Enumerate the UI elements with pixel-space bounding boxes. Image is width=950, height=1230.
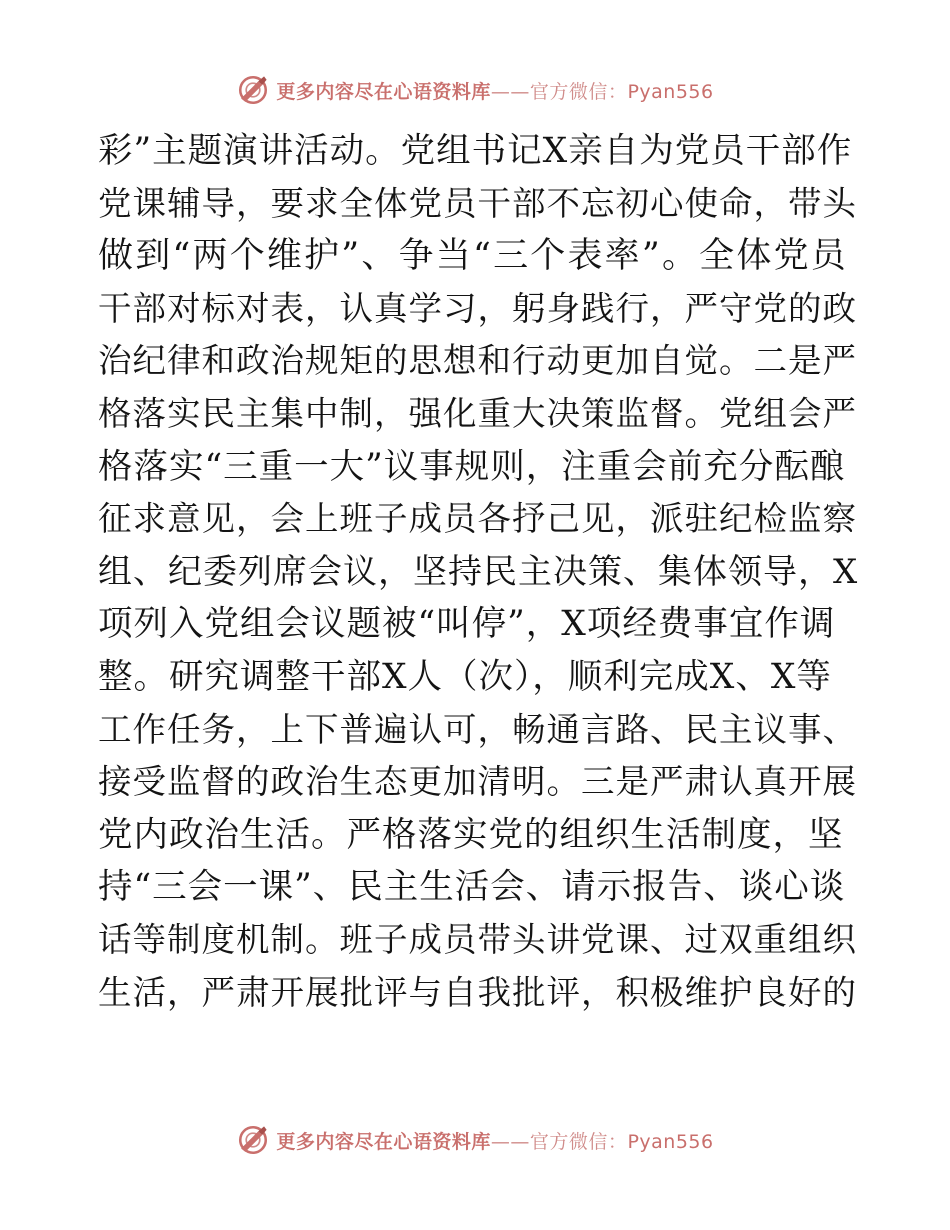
document-body bbox=[98, 125, 858, 1019]
watermark-wechat-label: 官方微信： bbox=[529, 80, 628, 103]
watermark-text bbox=[276, 77, 713, 104]
watermark-dash: —— bbox=[490, 1130, 530, 1153]
body-line: 党课辅导，要求全体党员干部不忘初心使命，带头 bbox=[98, 183, 857, 223]
watermark-wechat-label: 官方微信： bbox=[529, 1130, 628, 1153]
body-line: 彩”主题演讲活动。党组书记X亲自为党员干部作 bbox=[98, 131, 853, 171]
header-watermark-banner bbox=[0, 70, 950, 110]
body-line: 整。研究调整干部X人（次），顺利完成X、X等 bbox=[98, 656, 832, 697]
body-line: 项列入党组会议题被“叫停”，X项经费事宜作调 bbox=[98, 604, 836, 645]
brand-logo-icon bbox=[236, 1123, 270, 1157]
watermark-wechat-id: Pyan556 bbox=[627, 1130, 714, 1153]
body-line: 工作任务，上下普遍认可，畅通言路、民主议事、 bbox=[98, 709, 857, 749]
footer-watermark-banner bbox=[0, 1120, 950, 1160]
body-line: 接受监督的政治生态更加清明。三是严肃认真开展 bbox=[98, 762, 857, 802]
body-line: 干部对标对表，认真学习，躬身践行，严守党的政 bbox=[98, 288, 857, 328]
body-line: 格落实“三重一大”议事规则，注重会前充分酝酿 bbox=[98, 446, 846, 487]
body-line: 话等制度机制。班子成员带头讲党课、过双重组织 bbox=[98, 919, 857, 959]
body-line: 做到“两个维护”、争当“三个表率”。全体党员 bbox=[98, 236, 848, 277]
body-line: 格落实民主集中制，强化重大决策监督。党组会严 bbox=[98, 393, 857, 433]
body-line: 组、纪委列席会议，坚持民主决策、集体领导，X bbox=[98, 551, 859, 592]
watermark-site-name: 更多内容尽在心语资料库 bbox=[276, 1130, 491, 1153]
body-line: 持“三会一课”、民主生活会、请示报告、谈心谈 bbox=[98, 867, 846, 908]
watermark-site-name: 更多内容尽在心语资料库 bbox=[276, 80, 491, 103]
brand-logo-icon bbox=[236, 73, 270, 107]
body-line: 征求意见，会上班子成员各抒己见，派驻纪检监察 bbox=[98, 499, 857, 539]
watermark-text bbox=[276, 1127, 713, 1154]
body-line: 党内政治生活。严格落实党的组织生活制度，坚 bbox=[98, 814, 844, 855]
watermark-wechat-id: Pyan556 bbox=[627, 80, 714, 103]
body-line: 生活，严肃开展批评与自我批评，积极维护良好的 bbox=[98, 972, 857, 1012]
watermark-dash: —— bbox=[490, 80, 530, 103]
body-line: 治纪律和政治规矩的思想和行动更加自觉。二是严 bbox=[98, 341, 857, 381]
